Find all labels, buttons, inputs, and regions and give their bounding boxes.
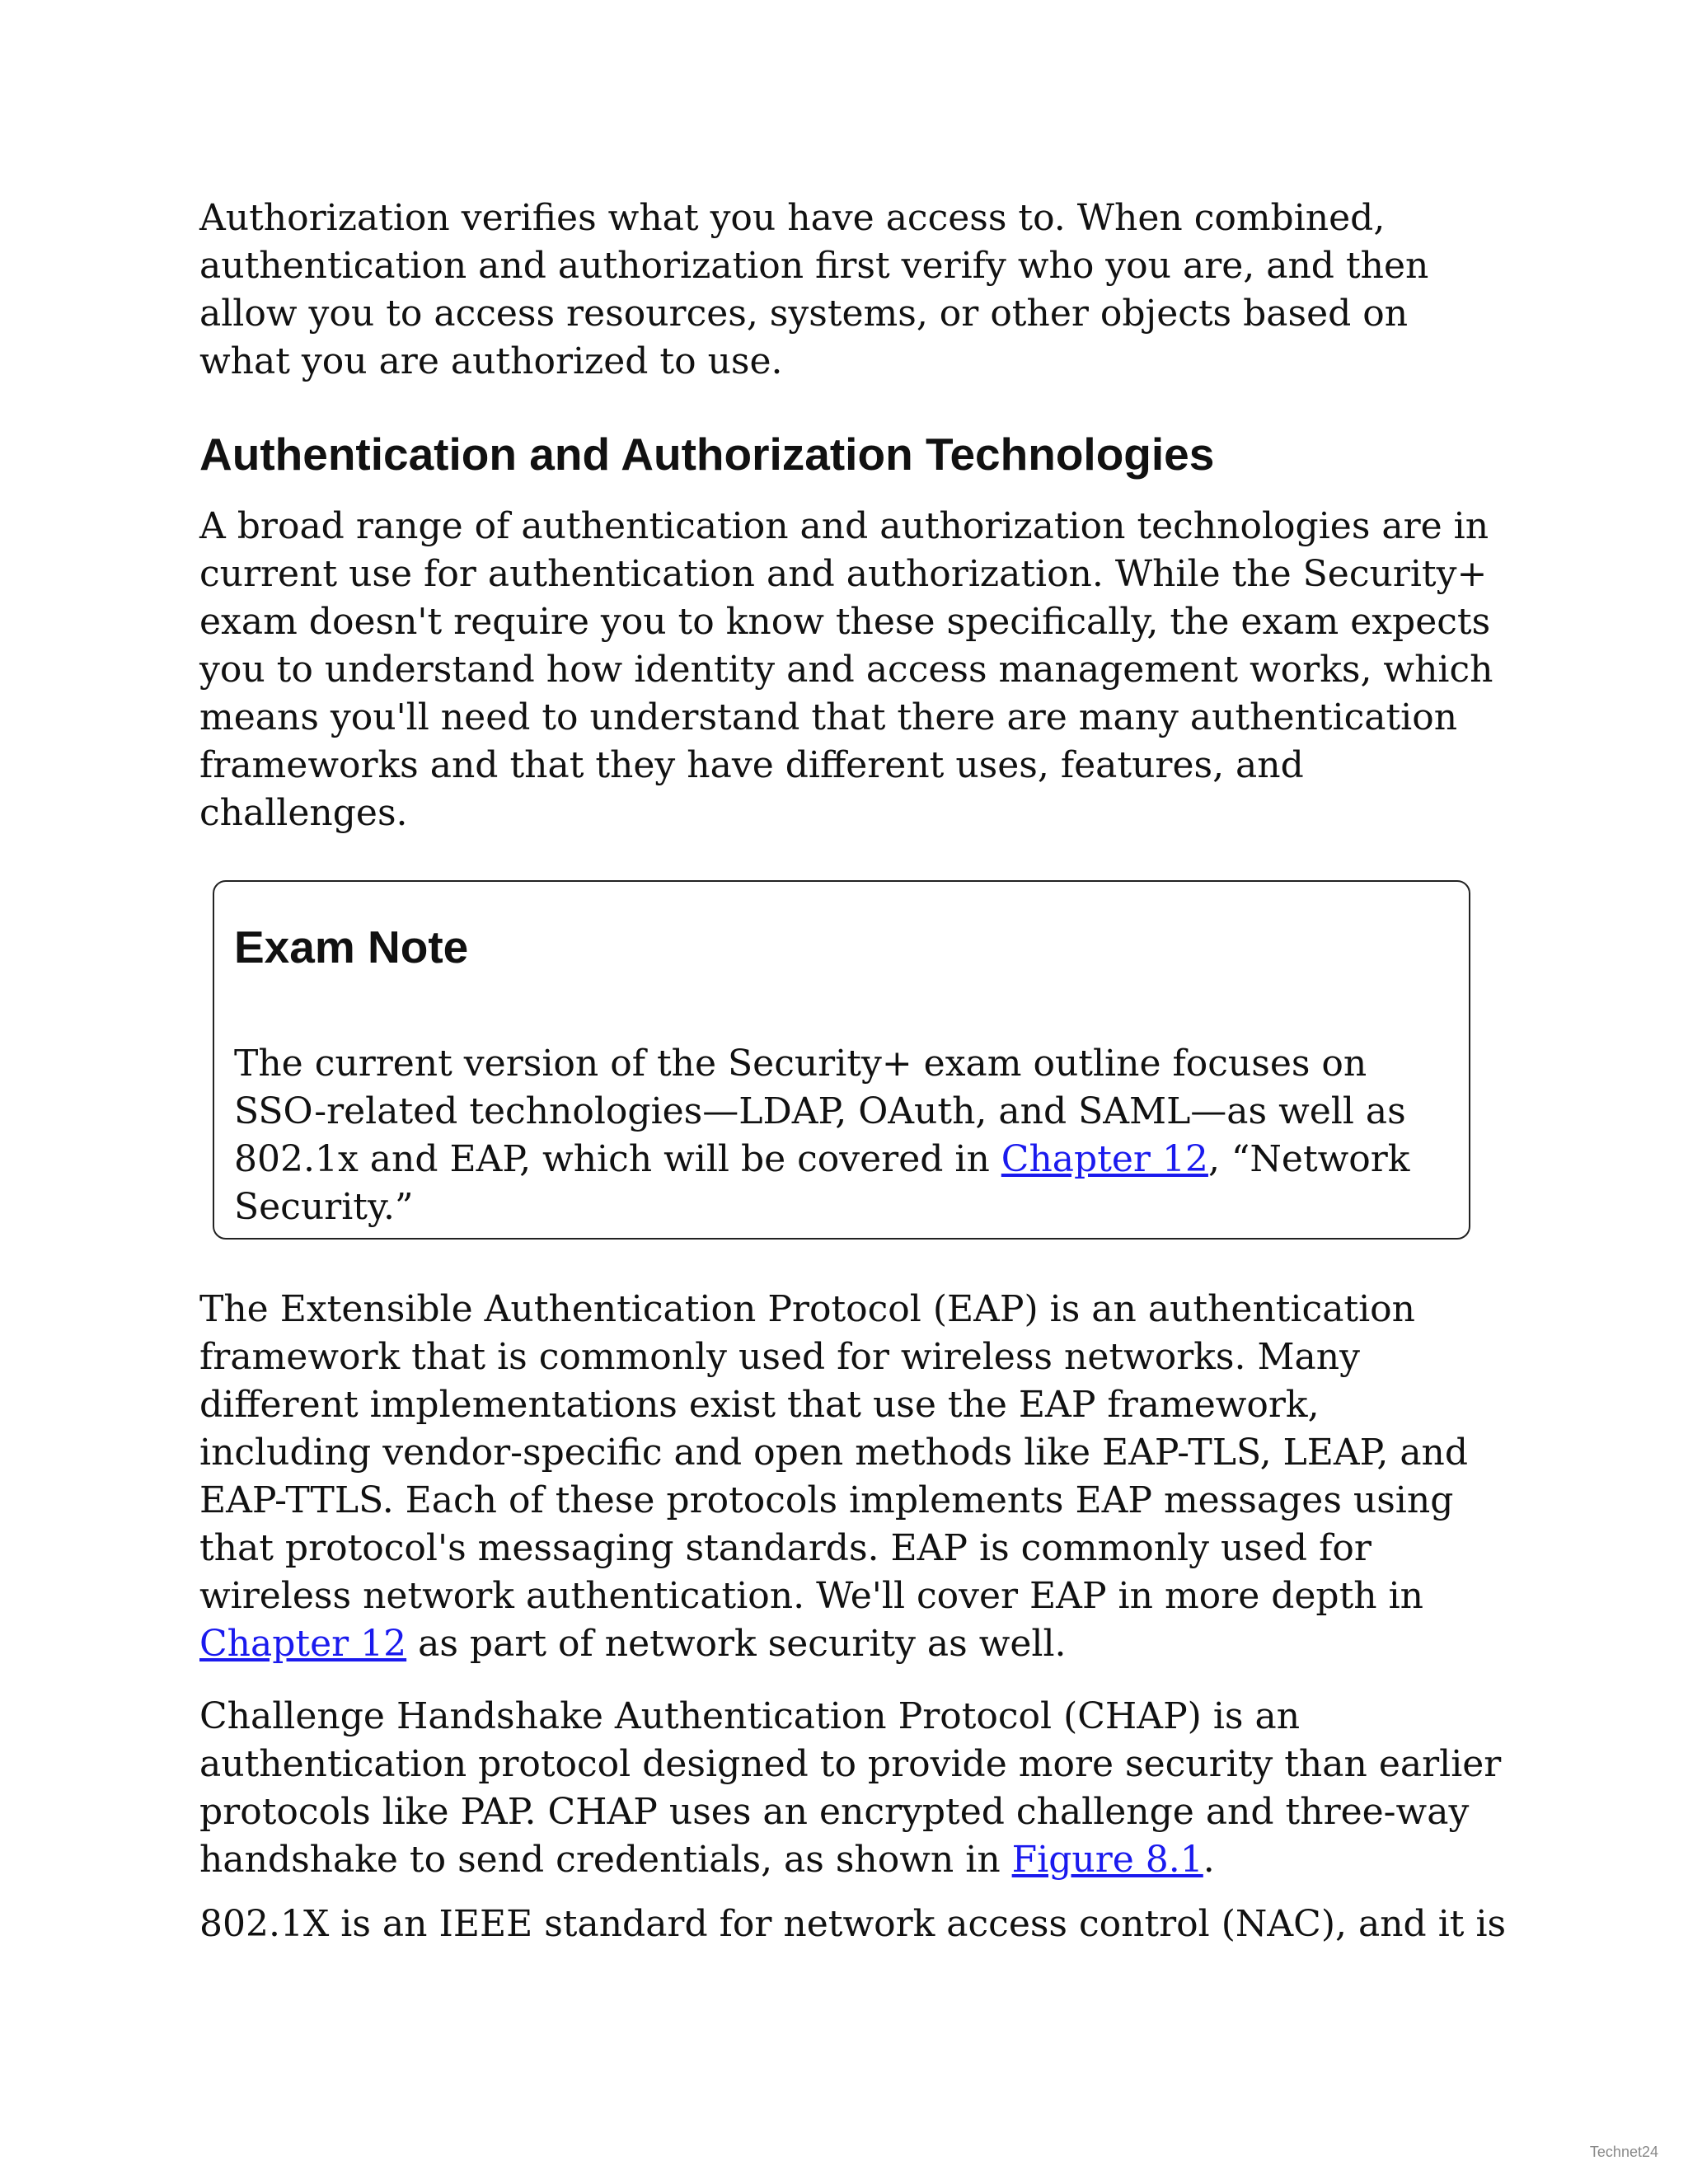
chap-paragraph [199,1693,1502,1884]
chapter-12-link-2[interactable]: Chapter 12 [199,1623,407,1665]
chap-text-before: Challenge Handshake Authentication Protocol (CHAP) is an authentication protocol designed to provide more security than earlier protocols like PAP. CHAP uses an encrypted challenge and three-way handshake to send credentials, as shown in [199,1695,1502,1881]
intro-paragraph: Authorization verifies what you have access to. When combined, authentication and authorization first verify who you are, and then allow you to access resources, systems, or other objects based on what you are authorized to use. [199,197,1429,382]
exam-note-text-after: , “Network Security.” [234,1138,1410,1228]
chap-text-after: . [1203,1839,1215,1881]
figure-8-1-link[interactable]: Figure 8.1 [1011,1839,1203,1881]
eap-text-before: The Extensible Authentication Protocol (EAP) is an authentication framework that is commonly used for wireless networks. Many different implementations exist that use the EAP framework, including vendor-specific and open methods like EAP-TLS, LEAP, and EAP-TTLS. Each of these protocols implements EAP messages using that protocol's messaging standards. EAP is commonly used for wireless network authentication. We'll cover EAP in more depth in [199,1288,1469,1617]
eap-text-after: as part of network security as well. [406,1623,1067,1665]
watermark: Technet24 [1589,2144,1658,2160]
dot1x-paragraph: 802.1X is an IEEE standard for network access control (NAC), and it is [199,1903,1507,1945]
chapter-12-link[interactable]: Chapter 12 [1001,1138,1208,1180]
eap-paragraph [199,1286,1502,1668]
exam-note-text [234,1040,1454,1231]
exam-note-box [213,880,1470,1240]
section-paragraph: A broad range of authentication and authorization technologies are in current use for authentication and authorization. While the Security+ exam doesn't require you to know these specifically, the exam expects you to understand how identity and access management works, which means you'll need to understand that there are many authentication frameworks and that they have different uses, features, and challenges. [199,505,1493,834]
section-heading: Authentication and Authorization Technologies [199,429,1215,480]
exam-note-title: Exam Note [234,921,469,972]
exam-note-text-before: The current version of the Security+ exam outline focuses on SSO-related technologies—LDAP, OAuth, and SAML—as well as 802.1x and EAP, which will be covered in [234,1043,1406,1180]
